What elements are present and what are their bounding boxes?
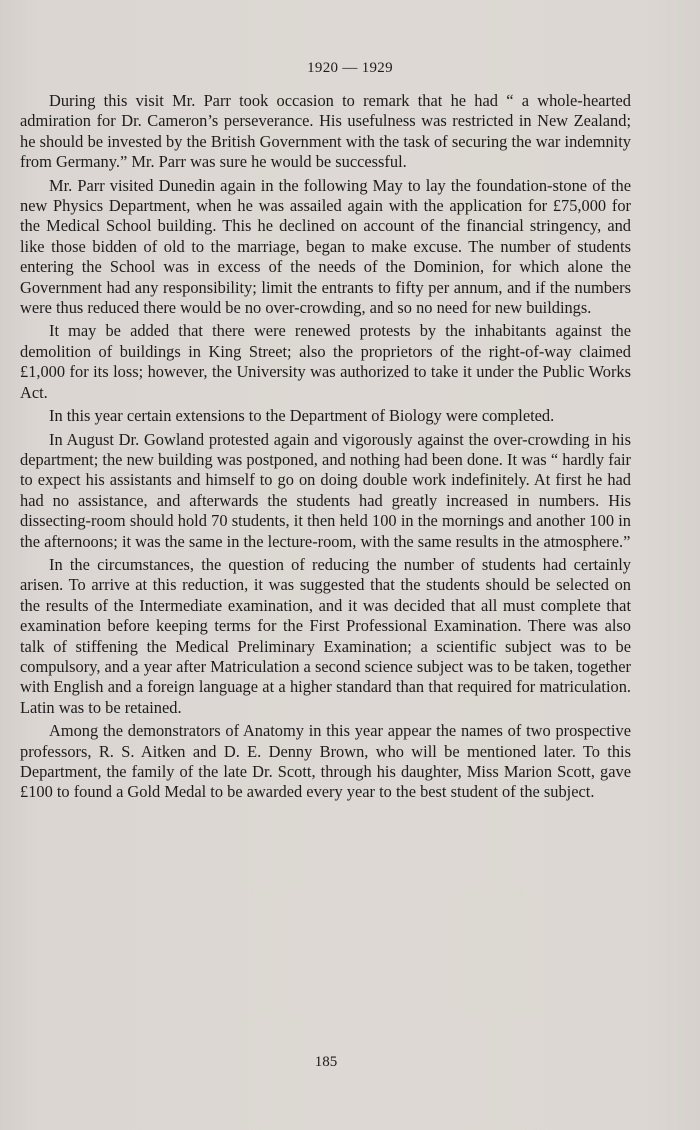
- paragraph-king-street: It may be added that there were renewed protests by the inhabitants against the demolition of buildings in King Street; also the proprietors of the right-of-way claimed £1,000 for its loss; however, the University was authorized to take it under the Public Works Act.: [20, 321, 631, 402]
- page-number: 185: [314, 1054, 338, 1070]
- paragraph-physics-department: Mr. Parr visited Dunedin again in the following May to lay the foundation-stone of the new Physics Department, when he was assailed again with the application for £75,000 for the Medical School building. This he declined on account of the financial stringency, and like those bidden of old to the marriage, began to make excuse. The number of students entering the School was in excess of the needs of the Dominion, for which alone the Government had any responsibility; limit the entrants to fifty per annum, and if the numbers were thus reduced there would be no over-crowding, and so no need for new buildings.: [20, 175, 631, 318]
- paragraph-reducing-students: In the circumstances, the question of reducing the number of students had certainly arisen. To arrive at this reduction, it was suggested that the students should be selected on the results of the Intermediate examination, and it was decided that all must complete that examination before keeping terms for the First Professional Examination. There was also talk of stiffening the Medical Preliminary Examination; a scientific subject was to be compulsory, and a year after Matriculation a second science subject was to be taken, together with English and a foreign language at a higher standard than that required for matriculation. Latin was to be retained.: [20, 554, 631, 717]
- paragraph-anatomy-demonstrators: Among the demonstrators of Anatomy in this year appear the names of two prospective professors, R. S. Aitken and D. E. Denny Brown, who will be mentioned later. To this Department, the family of the late Dr. Scott, through his daughter, Miss Marion Scott, gave £100 to found a Gold Medal to be awarded every year to the best student of the subject.: [20, 721, 631, 802]
- running-head: 1920 — 1929: [307, 60, 393, 76]
- paragraph-parr-visit: During this visit Mr. Parr took occasion to remark that he had “ a whole-hearted admiration for Dr. Cameron’s perseverance. His usefulness was restricted in New Zealand; he should be invested by the British Government with the task of securing the war indemnity from Germany.” Mr. Parr was sure he would be successful.: [20, 91, 631, 172]
- body-text: [20, 91, 631, 806]
- paragraph-biology-extensions: In this year certain extensions to the Department of Biology were completed.: [49, 406, 555, 426]
- paragraph-gowland-protest: In August Dr. Gowland protested again and vigorously against the over-crowding in his department; the new building was postponed, and nothing had been done. It was “ hardly fair to expect his assistants and himself to go on doing double work indefinitely. At first he had had no assistance, and afterwards the students had greatly increased in numbers. His dissecting-room should hold 70 students, it then held 100 in the mornings and another 100 in the afternoons; it was the same in the lecture-room, with the same results in the atmosphere.”: [20, 429, 631, 551]
